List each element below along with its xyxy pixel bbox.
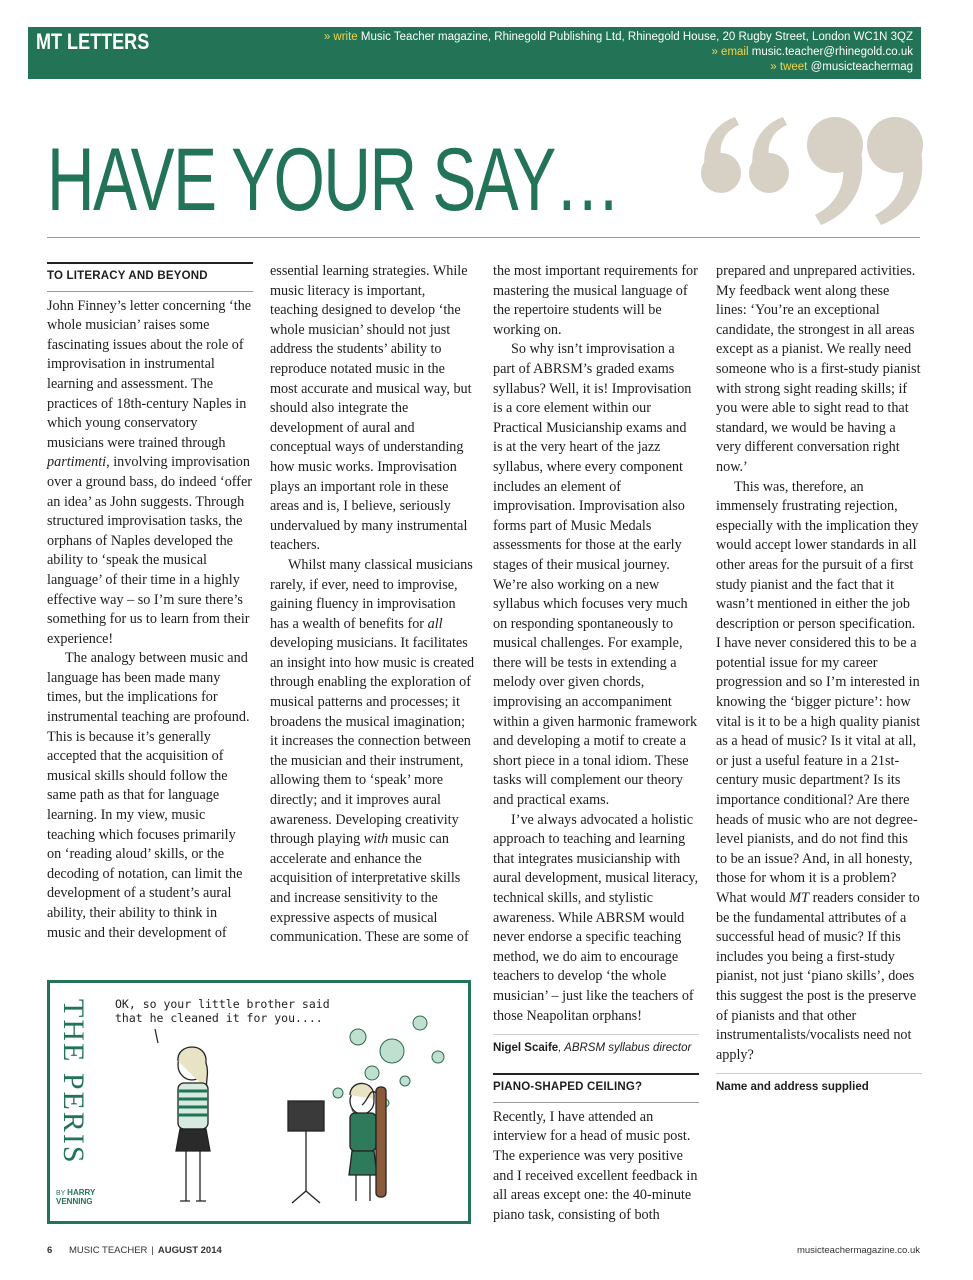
letter1-paragraph-4: So why isn’t improvisation a part of ABRSM’s graded exams syllabus? Well, it is! Improvisation is a core element within our Practical Musicianship exams and is at the very heart of the jazz syllabus, where every component includes an element of improvisation. Improvisation also forms part of Music Medals assessments for those at the early stages of their musical journey. We’re also working on a new syllabus which focuses very much on responding spontaneously to musical challenges. For example, there will be tests in extending a melody over given chords, improvising an accompaniment within a given harmonic framework and developing a motif to create a short piece in a tonal idiom. These tasks will complement our theory and practical exams. (493, 341, 698, 809)
column-1 (47, 262, 253, 943)
contact-info (324, 30, 913, 75)
column-4 (716, 262, 922, 1102)
email-link[interactable]: music.teacher@rhinegold.co.uk (751, 46, 913, 58)
letter2-paragraph-1-continued: prepared and unprepared activities. My feedback went along these lines: ‘You’re an exceptional candidate, the strongest in all areas except as a pianist. We really need someone who is a first-study pianist with strong sight reading skills; if you were able to sight read to that standard, we would be having a very different conversation right now.’ (716, 263, 921, 475)
issue-date: AUGUST 2014 (157, 1245, 222, 1256)
magazine-name: MUSIC TEACHER (68, 1245, 148, 1256)
letter1-paragraph-5: I’ve always advocated a holistic approach to teaching and learning that integrates musicianship with aural development, musical literacy, technical skills, and stylistic awareness. While ABRSM would never endorse a specific teaching method, we do aim to encourage teachers to develop ‘the whole musician’ – just like the teachers of those Neapolitan orphans! (493, 811, 699, 1024)
letter2-paragraph-2: This was, therefore, an immensely frustrating rejection, especially with the implication they would accept lower standards in all other areas for the pursuit of a first study pianist and the fact that it wasn’t mentioned in either the job description or person specification. I have never considered this to be a potential issue for my career progression and so I’m interested in knowing the ‘bigger picture’: how vital is it to be a high quality pianist as a head of music? Is it vital at all, or just a useful feature in a 21st-century music department? Is its importance conditional? Are there heads of music who are not degree-level pianists, and do not find this to be an issue? And, in all honesty, those for whom it is a problem? What would MT readers consider to be the fundamental attributes of a successful head of music? If this includes you being a first-study pianist, not just ‘piano skills’, does this suggest the post is the preserve of pianists and that other instrumentalists/vocalists need not apply? (716, 478, 921, 1063)
twitter-link[interactable]: @musicteachermag (810, 61, 913, 73)
letter1-signature: Nigel Scaife, ABRSM syllabus director (493, 1034, 699, 1063)
letter1-paragraph-3: Whilst many classical musicians rarely, if ever, need to improvise, gaining fluency in improvisation has a wealth of benefits for all developing musicians. It facilitates an insight into how music is created through enabling the exploration of musical patterns and processes; it broadens the musical imagination; it increases the connection between the musician and their instrument, allowing them to ‘speak’ more directly; and it improves aural awareness. Developing creativity through playing with music can accelerate and enhance the acquisition of interpretative skills and increase sensitivity to the expressive aspects of musical communication. These are some of (270, 556, 475, 946)
letter1-paragraph-3-continued: the most important requirements for mastering the musical language of the repertoire students will be working on. (493, 263, 698, 338)
page-headline: HAVE YOUR SAY… (47, 129, 620, 229)
letter2-signature: Name and address supplied (716, 1073, 922, 1102)
website-link[interactable]: musicteachermagazine.co.uk (796, 1245, 920, 1256)
letter2-paragraph-1: Recently, I have attended an interview for a head of music post. The experience was very positive and I received excellent feedback in all areas except one: the 40-minute piano task, consisting of both (493, 1108, 698, 1223)
letter1-paragraph-2: The analogy between music and language has been made many times, but the implications for instrumental teaching are profound. This is because it’s generally accepted that the acquisition of musical skills should follow the same path as that for language learning. In my view, music teaching which focuses primarily on ‘reading aloud’ skills, or the decoding of notation, can limit the development of a student’s aural ability, their ability to think in music and their development of (47, 650, 250, 941)
column-2 (270, 262, 476, 948)
column-3 (493, 262, 699, 1225)
cartoon-series-title: THE PERIS (57, 999, 90, 1165)
letter1-paragraph-2-continued: essential learning strategies. While music literacy is important, teaching designed to develop ‘the whole musician’ should not just address the students’ ability to reproduce notated music in the most accurate and musical way, but should also integrate the development of aural and conceptual ways of understanding how music works. Improvisation plays an important role in these areas and is, I believe, seriously undervalued by many instrumental teachers. (270, 263, 472, 554)
letter1-heading: TO LITERACY AND BEYOND (47, 262, 253, 292)
header-banner (28, 27, 921, 79)
cartoon-panel (47, 980, 471, 1224)
cartoon-byline: BY HARRY VENNING (56, 1188, 96, 1206)
contact-tweet: » tweet @musicteachermag (770, 61, 913, 73)
the-peris-title (52, 997, 96, 1167)
quote-marks-icon (695, 95, 930, 240)
letter2-heading: PIANO-SHAPED CEILING? (493, 1073, 699, 1103)
contact-email: » email music.teacher@rhinegold.co.uk (711, 46, 913, 58)
page-number: 6 (47, 1245, 53, 1256)
speech-line-1: OK, so your little brother said (115, 997, 330, 1011)
section-title: MT LETTERS (36, 29, 150, 54)
headline-rule (47, 237, 920, 238)
cartoon-drawing (100, 983, 470, 1223)
speech-line-2: that he cleaned it for you.... (115, 1011, 323, 1025)
letter1-paragraph-1: John Finney’s letter concerning ‘the whole musician’ raises some fascinating issues about the role of improvisation in instrumental learning and assessment. The practices of 18th-century Naples in which young conservatory musicians were trained through partimenti, involving improvisation over a ground bass, do indeed ‘offer an idea’ as John suggests. Through structured improvisation tasks, the orphans of Naples developed the ability to ‘speak the musical language’ of their time in a highly effective way – so I’m sure there’s something for us to learn from their experience! (47, 297, 252, 647)
contact-write: » write Music Teacher magazine, Rhinegold Publishing Ltd, Rhinegold House, 20 Rugby Street, London WC1N 3QZ (323, 31, 913, 43)
page-footer: 6 MUSIC TEACHER | AUGUST 2014 musicteachermagazine.co.uk (47, 1245, 920, 1256)
